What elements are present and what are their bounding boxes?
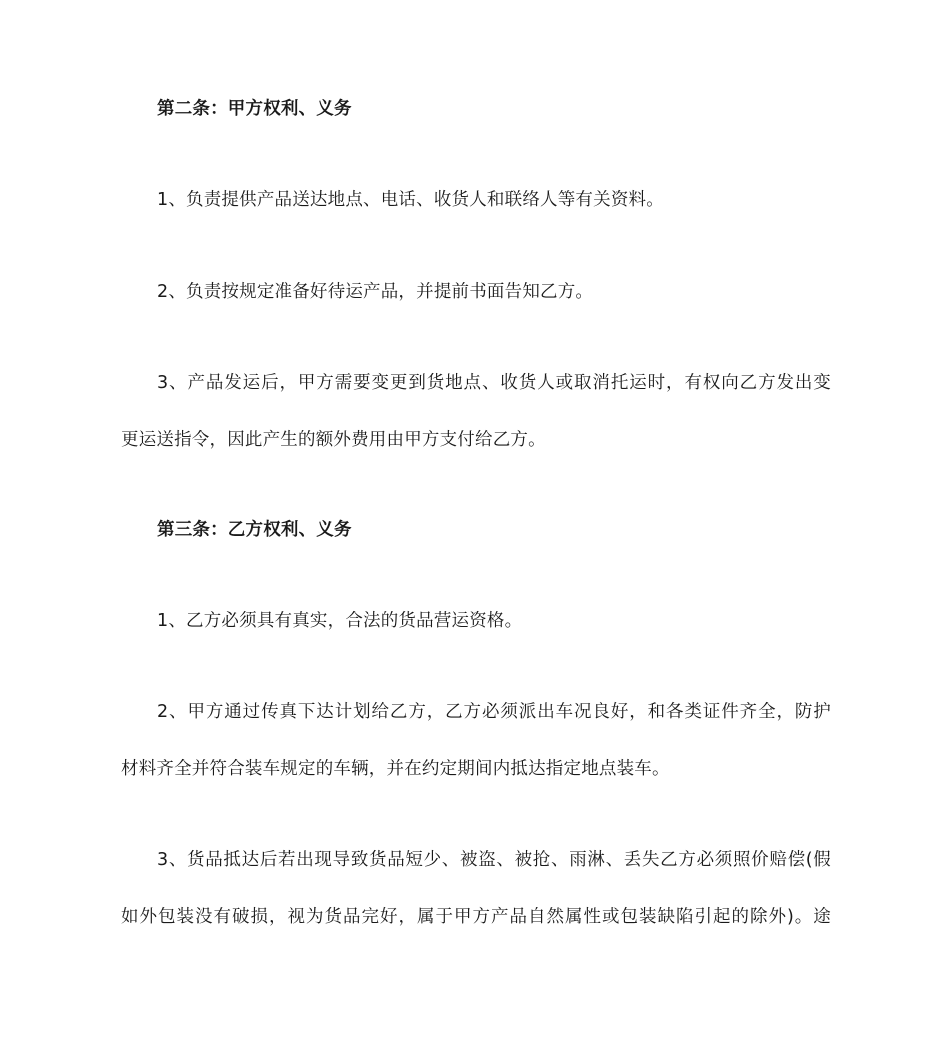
section2-item1: 1、负责提供产品送达地点、电话、收货人和联络人等有关资料。 — [157, 190, 664, 210]
section3-item2-line2: 材料齐全并符合装车规定的车辆，并在约定期间内抵达指定地点装车。 — [121, 759, 670, 779]
section3-heading: 第三条：乙方权利、义务 — [157, 520, 352, 540]
section2-item2: 2、负责按规定准备好待运产品，并提前书面告知乙方。 — [157, 282, 594, 302]
section2-item3-line1: 3、产品发运后，甲方需要变更到货地点、收货人或取消托运时，有权向乙方发出变 — [157, 373, 831, 393]
section3-item3-line2: 如外包装没有破损，视为货品完好，属于甲方产品自然属性或包装缺陷引起的除外)。途 — [121, 907, 831, 927]
section2-item3-line2: 更运送指令，因此产生的额外费用由甲方支付给乙方。 — [121, 430, 546, 450]
section2-heading: 第二条：甲方权利、义务 — [157, 99, 352, 119]
section3-item2-line1: 2、甲方通过传真下达计划给乙方，乙方必须派出车况良好，和各类证件齐全，防护 — [157, 702, 831, 722]
section3-item3-line1: 3、货品抵达后若出现导致货品短少、被盗、被抢、雨淋、丢失乙方必须照价赔偿(假 — [157, 850, 831, 870]
section3-item1: 1、乙方必须具有真实，合法的货品营运资格。 — [157, 611, 523, 631]
